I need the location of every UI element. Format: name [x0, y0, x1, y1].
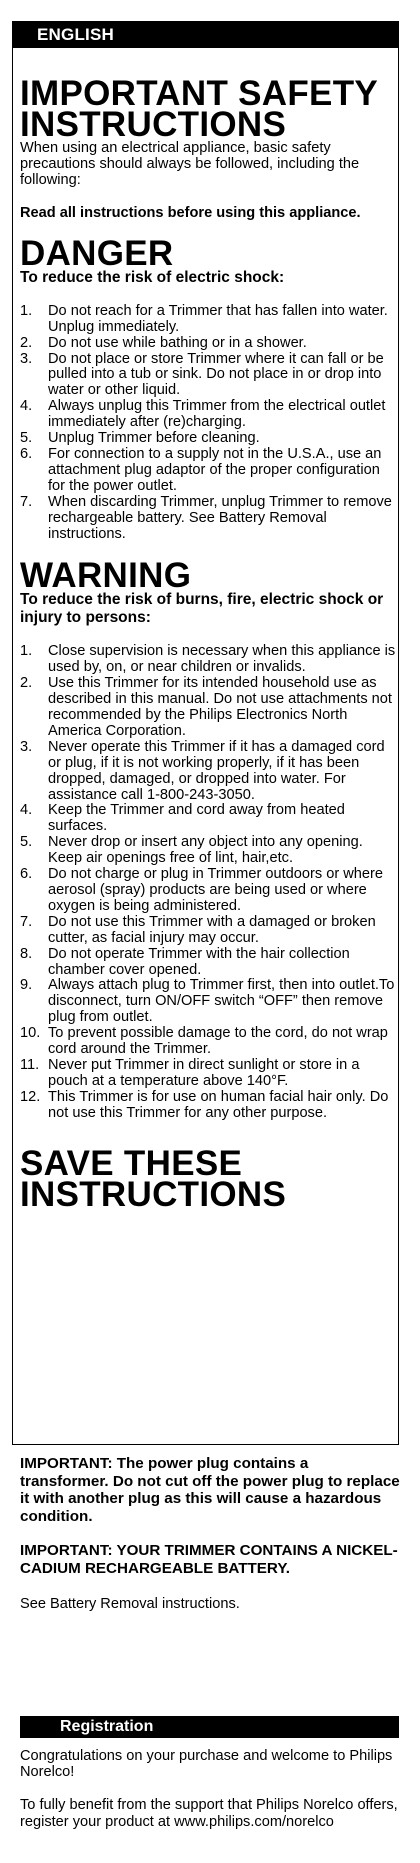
- warning-item-text: Use this Trimmer for its intended household use as described in this manual. Do not use attachments not recommended by the Philips Electronics North America Corporation.: [48, 675, 392, 739]
- save-title: [20, 1143, 398, 1214]
- warning-item: [20, 867, 398, 915]
- warning-item-number: 7.: [20, 913, 33, 930]
- warning-item-text: This Trimmer is for use on human facial hair only. Do not use this Trimmer for any other purpose.: [48, 1088, 389, 1121]
- language-header: ENGLISH: [12, 21, 399, 48]
- warning-item-number: 4.: [20, 802, 33, 819]
- danger-subheading: To reduce the risk of electric shock:: [20, 268, 285, 286]
- danger-item-number: 4.: [20, 398, 33, 415]
- danger-item-text: Do not place or store Trimmer where it can fall or be pulled into a tub or sink. Do not place in or drop into water or other liquid.: [48, 350, 384, 399]
- danger-item: [20, 495, 398, 543]
- danger-item: [20, 431, 398, 447]
- warning-item-text: Never operate this Trimmer if it has a damaged cord or plug, if it is not working properly, if it has been dropped, damaged, or dropped into water. For assistance call 1-800-243-3050.: [48, 738, 385, 803]
- battery-removal-ref: See Battery Removal instructions.: [20, 1596, 240, 1612]
- warning-item-text: Do not operate Trimmer with the hair collection chamber cover opened.: [48, 945, 350, 978]
- safety-title-line1: IMPORTANT SAFETY: [20, 74, 379, 113]
- safety-intro: When using an electrical appliance, basic safety precautions should always be followed, including the following:: [20, 140, 360, 189]
- warning-item: [20, 740, 398, 804]
- danger-item-text: Always unplug this Trimmer from the electrical outlet immediately after (re)charging.: [48, 398, 386, 431]
- warning-item-text: Never put Trimmer in direct sunlight or store in a pouch at a temperature above 140°F.: [48, 1056, 360, 1089]
- danger-item: [20, 336, 398, 352]
- danger-item-text: Unplug Trimmer before cleaning.: [48, 430, 260, 447]
- danger-item-text: For connection to a supply not in the U.S.A., use an attachment plug adaptor of the proper configuration for the power outlet.: [48, 445, 382, 494]
- danger-list: [20, 304, 398, 543]
- registration-benefit: To fully benefit from the support that Philips Norelco offers, register your product at www.philips.com/norelco: [20, 1797, 398, 1830]
- warning-item-number: 3.: [20, 738, 33, 755]
- danger-item: [20, 447, 398, 495]
- warning-item-number: 8.: [20, 945, 33, 962]
- danger-item: [20, 304, 398, 336]
- warning-item-number: 2.: [20, 675, 33, 692]
- warning-item: [20, 1058, 398, 1090]
- warning-item-text: Do not charge or plug in Trimmer outdoors or where aerosol (spray) products are being used or where oxygen is being administered.: [48, 866, 384, 914]
- warning-heading: WARNING: [20, 556, 192, 596]
- danger-item-number: 2.: [20, 334, 33, 351]
- warning-item-text: Keep the Trimmer and cord away from heated surfaces.: [48, 802, 345, 835]
- warning-item-number: 6.: [20, 866, 33, 883]
- warning-item-number: 12.: [20, 1088, 41, 1105]
- danger-item-number: 6.: [20, 445, 33, 462]
- danger-heading: DANGER: [20, 233, 174, 273]
- danger-item: [20, 399, 398, 431]
- warning-item-text: Close supervision is necessary when this appliance is used by, on, or near children or invalids.: [48, 643, 396, 676]
- warning-item-text: To prevent possible damage to the cord, do not wrap cord around the Trimmer.: [48, 1025, 388, 1058]
- warning-item-number: 9.: [20, 977, 33, 994]
- read-all-notice: Read all instructions before using this appliance.: [20, 204, 361, 221]
- warning-item: [20, 1090, 398, 1122]
- warning-item: [20, 947, 398, 979]
- danger-item-text: Do not reach for a Trimmer that has fallen into water. Unplug immediately.: [48, 302, 388, 335]
- danger-item-number: 7.: [20, 493, 33, 510]
- warning-item-text: Always attach plug to Trimmer first, then into outlet.To disconnect, turn ON/OFF switch “OFF” then remove plug from outlet.: [48, 977, 395, 1026]
- danger-item: [20, 352, 398, 400]
- danger-item-number: 5.: [20, 430, 33, 447]
- save-title-line2: INSTRUCTIONS: [20, 1174, 287, 1214]
- danger-item-number: 3.: [20, 350, 33, 367]
- warning-item: [20, 915, 398, 947]
- warning-item-text: Never drop or insert any object into any opening. Keep air openings free of lint, hair,etc.: [48, 834, 363, 867]
- warning-item-number: 11.: [20, 1056, 40, 1073]
- warning-item-number: 10.: [20, 1025, 41, 1042]
- danger-item-text: When discarding Trimmer, unplug Trimmer to remove rechargeable battery. See Battery Removal instructions.: [48, 493, 392, 542]
- registration-header: Registration: [20, 1716, 399, 1738]
- warning-item-number: 1.: [20, 643, 33, 660]
- danger-item-text: Do not use while bathing or in a shower.: [48, 334, 307, 351]
- warning-item: [20, 1026, 398, 1058]
- safety-title-line2: INSTRUCTIONS: [20, 105, 287, 144]
- warning-list: [20, 644, 398, 1121]
- warning-item: [20, 803, 398, 835]
- registration-congrats: Congratulations on your purchase and welcome to Philips Norelco!: [20, 1748, 393, 1781]
- safety-title: [20, 74, 398, 144]
- warning-item: [20, 676, 398, 740]
- plug-warning: IMPORTANT: The power plug contains a transformer. Do not cut off the power plug to replace it with another plug as this will cause a hazardous condition.: [20, 1455, 400, 1525]
- registration-content: [20, 1748, 400, 1830]
- save-title-line1: SAVE THESE: [20, 1143, 243, 1183]
- warning-item-number: 5.: [20, 834, 33, 851]
- warning-item-text: Do not use this Trimmer with a damaged or broken cutter, as facial injury may occur.: [48, 913, 376, 946]
- safety-content: [20, 48, 398, 1214]
- battery-warning: IMPORTANT: YOUR TRIMMER CONTAINS A NICKEL-CADIUM RECHARGEABLE BATTERY.: [20, 1542, 398, 1577]
- warning-item: [20, 835, 398, 867]
- warning-subheading: To reduce the risk of burns, fire, electric shock or injury to persons:: [20, 591, 384, 627]
- warning-item: [20, 978, 398, 1026]
- danger-item-number: 1.: [20, 302, 33, 319]
- warning-item: [20, 644, 398, 676]
- important-notes: [20, 1455, 400, 1612]
